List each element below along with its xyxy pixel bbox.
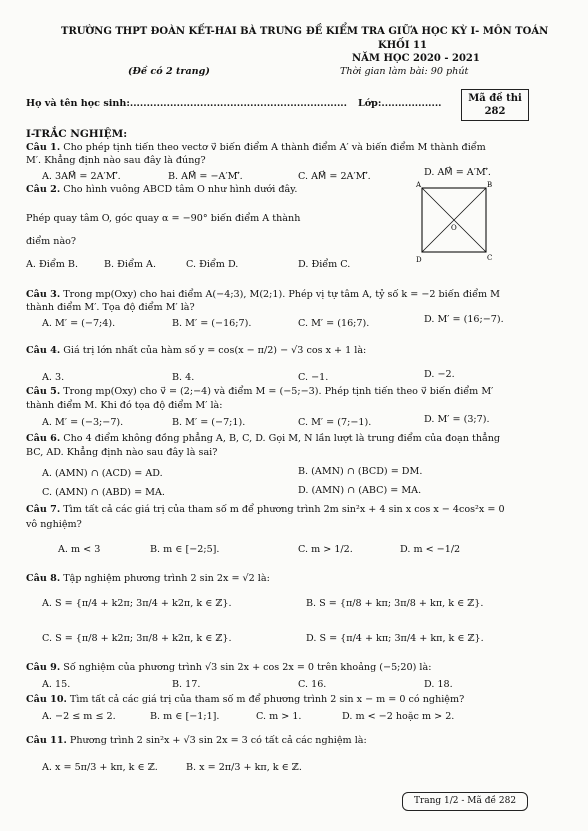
option-a: A. m < 3 <box>58 544 101 555</box>
option-c: C. Điểm D. <box>186 259 239 270</box>
question-text: Trong mp(Oxy) cho v⃗ = (2;−4) và điểm M = (−5;−3). Phép tịnh tiến theo v⃗ biến điểm M′ <box>63 386 494 397</box>
question-text: Phương trình 2 sin²x + √3 sin 2x = 3 có tất cả các nghiệm là: <box>69 735 367 746</box>
exam-code-label: Mã đề thi <box>468 93 522 104</box>
option-b: B. M′ = (−16;7). <box>172 318 252 329</box>
option-a: A. 3AM⃗ = 2A′M′⃗. <box>42 171 121 182</box>
option-c: C. 16. <box>298 679 327 690</box>
question-number: Câu 9. <box>26 662 61 673</box>
exam-code-value: 282 <box>484 106 506 117</box>
question-number: Câu 8. <box>26 573 61 584</box>
question-number: Câu 6. <box>26 433 61 444</box>
option-d: D. m < −2 hoặc m > 2. <box>342 711 455 722</box>
label-a: A <box>416 181 422 189</box>
option-c: C. M′ = (7;−1). <box>298 417 372 428</box>
question-5 <box>26 386 554 398</box>
school-year: NĂM HỌC 2020 - 2021 <box>352 53 480 64</box>
option-a: A. 15. <box>42 679 71 690</box>
question-text: Tập nghiệm phương trình 2 sin 2x = √2 là: <box>63 573 270 584</box>
question-text: Tìm tất cả các giá trị của tham số m để phương trình 2 sin x − m = 0 có nghiệm? <box>69 694 465 705</box>
option-d: D. S = {π/4 + kπ; 3π/4 + kπ, k ∈ ℤ}. <box>306 633 484 644</box>
option-b: B. AM⃗ = −A′M′⃗. <box>168 171 243 182</box>
grade: KHỐI 11 <box>378 40 427 51</box>
option-b: B. (AMN) ∩ (BCD) = DM. <box>298 466 423 477</box>
option-c: C. AM⃗ = 2A′M′⃗. <box>298 171 371 182</box>
question-2-cont: Phép quay tâm O, góc quay α = −90° biến điểm A thành <box>26 213 301 224</box>
label-c: C <box>487 254 493 262</box>
question-text: Cho 4 điểm không đồng phẳng A, B, C, D. Gọi M, N lần lượt là trung điểm của đoạn thẳng <box>63 433 501 444</box>
option-c: C. m > 1. <box>256 711 302 722</box>
square-figure <box>414 180 496 266</box>
option-d: D. m < −1/2 <box>400 544 461 555</box>
option-b: B. m ∈ [−1;1]. <box>150 711 220 722</box>
label-d: D <box>416 256 422 264</box>
question-2-cont2: điểm nào? <box>26 236 77 247</box>
question-text: Trong mp(Oxy) cho hai điểm A(−4;3), M(2;1). Phép vị tự tâm A, tỷ số k = −2 biến điểm M <box>63 289 500 300</box>
option-b: B. 4. <box>172 372 195 383</box>
label-b: B <box>487 181 493 189</box>
question-text: Cho phép tịnh tiến theo vectơ v⃗ biến điểm A thành điểm A′ và biến điểm M thành điểm <box>63 142 486 153</box>
exam-title: ĐỀ KIỂM TRA GIỮA HỌC KỲ I- MÔN TOÁN <box>306 26 549 37</box>
option-b: B. x = 2π/3 + kπ, k ∈ ℤ. <box>186 762 302 773</box>
option-a: A. −2 ≤ m ≤ 2. <box>42 711 116 722</box>
question-10 <box>26 694 554 706</box>
option-a: A. M′ = (−3;−7). <box>42 417 124 428</box>
question-text: Giá trị lớn nhất của hàm số y = cos(x − π/2) − √3 cos x + 1 là: <box>63 345 367 356</box>
option-a: A. x = 5π/3 + kπ, k ∈ ℤ. <box>42 762 158 773</box>
option-b: B. S = {π/8 + kπ; 3π/8 + kπ, k ∈ ℤ}. <box>306 598 484 609</box>
question-7 <box>26 504 554 516</box>
option-a: A. 3. <box>42 372 65 383</box>
label-o: O <box>451 224 457 232</box>
question-4 <box>26 345 554 357</box>
question-number: Câu 7. <box>26 504 61 515</box>
question-number: Câu 1. <box>26 142 61 153</box>
section-title: I-TRẮC NGHIỆM: <box>26 128 128 140</box>
option-b: B. m ∈ [−2;5]. <box>150 544 220 555</box>
option-b: B. Điểm A. <box>104 259 156 270</box>
question-text: Số nghiệm của phương trình √3 sin 2x + cos 2x = 0 trên khoảng (−5;20) là: <box>63 662 432 673</box>
question-number: Câu 10. <box>26 694 67 705</box>
question-number: Câu 3. <box>26 289 61 300</box>
option-a: A. S = {π/4 + k2π; 3π/4 + k2π, k ∈ ℤ}. <box>42 598 232 609</box>
option-b: B. 17. <box>172 679 201 690</box>
class-field: Lớp:.................. <box>358 98 442 109</box>
question-9 <box>26 662 554 674</box>
student-name-field: Họ và tên học sinh:................................................................. <box>26 98 347 109</box>
question-1 <box>26 142 554 154</box>
question-3 <box>26 289 554 301</box>
exam-code-box <box>461 89 529 121</box>
question-11 <box>26 735 554 747</box>
question-text: Cho hình vuông ABCD tâm O như hình dưới đây. <box>63 184 298 195</box>
question-number: Câu 2. <box>26 184 61 195</box>
option-d: D. AM⃗ = A′M′⃗. <box>424 167 491 178</box>
question-6-cont: BC, AD. Khẳng định nào sau đây là sai? <box>26 447 218 458</box>
question-number: Câu 11. <box>26 735 67 746</box>
question-6 <box>26 433 554 445</box>
option-c: C. (AMN) ∩ (ABD) = MA. <box>42 487 165 498</box>
question-3-cont: thành điểm M′. Tọa độ điểm M′ là? <box>26 302 195 313</box>
option-c: C. M′ = (16;7). <box>298 318 370 329</box>
option-c: C. m > 1/2. <box>298 544 353 555</box>
option-a: A. (AMN) ∩ (ACD) = AD. <box>42 468 163 479</box>
option-d: D. 18. <box>424 679 453 690</box>
option-b: B. M′ = (−7;1). <box>172 417 246 428</box>
option-d: D. (AMN) ∩ (ABC) = MA. <box>298 485 422 496</box>
option-d: D. M′ = (3;7). <box>424 414 490 425</box>
option-d: D. M′ = (16;−7). <box>424 314 504 325</box>
question-1-cont: M′. Khẳng định nào sau đây là đúng? <box>26 155 206 166</box>
page-footer: Trang 1/2 - Mã đề 282 <box>402 792 528 811</box>
question-number: Câu 4. <box>26 345 61 356</box>
question-5-cont: thành điểm M. Khi đó tọa độ điểm M′ là: <box>26 400 223 411</box>
question-8 <box>26 573 554 585</box>
question-number: Câu 5. <box>26 386 61 397</box>
pages-note: (Đề có 2 trang) <box>128 66 210 77</box>
question-7-cont: vô nghiệm? <box>26 519 82 530</box>
question-text: Tìm tất cả các giá trị của tham số m để phương trình 2m sin²x + 4 sin x cos x − 4cos²x = 0 <box>63 504 505 515</box>
option-a: A. M′ = (−7;4). <box>42 318 116 329</box>
option-d: D. Điểm C. <box>298 259 351 270</box>
time-limit: Thời gian làm bài: 90 phút <box>340 66 469 77</box>
option-d: D. −2. <box>424 369 455 380</box>
school-name: TRƯỜNG THPT ĐOÀN KẾT-HAI BÀ TRƯNG <box>61 26 302 37</box>
option-c: C. S = {π/8 + k2π; 3π/8 + k2π, k ∈ ℤ}. <box>42 633 232 644</box>
option-c: C. −1. <box>298 372 329 383</box>
option-a: A. Điểm B. <box>26 259 78 270</box>
